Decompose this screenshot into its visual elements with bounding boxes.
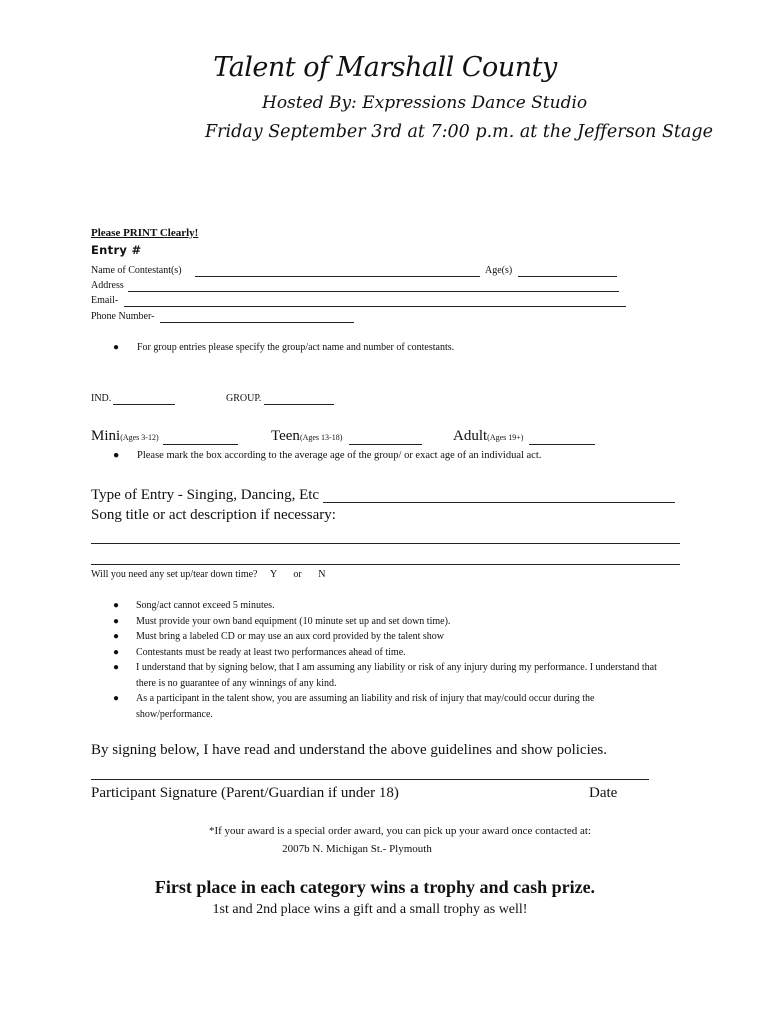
- ind-field[interactable]: [113, 404, 175, 405]
- hosted-by: Hosted By: Expressions Dance Studio: [262, 93, 588, 113]
- prize-headline: First place in each category wins a trophy and cash prize.: [154, 877, 596, 897]
- song-title-label: Song title or act description if necessary:: [91, 507, 336, 523]
- date-label: Date: [589, 785, 618, 801]
- prize-subtext: 1st and 2nd place wins a gift and a small trophy as well!: [212, 902, 528, 917]
- group-field[interactable]: [264, 404, 334, 405]
- award-address: 2007b N. Michigan St.- Plymouth: [282, 843, 432, 855]
- contestant-name-field[interactable]: [195, 276, 480, 277]
- bullet: ●: [113, 450, 120, 461]
- age-note-text: Please mark the box according to the average age of the group/ or exact age of an individual act.: [137, 450, 542, 461]
- phone-field[interactable]: [160, 322, 354, 323]
- mini-field[interactable]: [163, 444, 238, 445]
- rule-item: ● Must bring a labeled CD or may use an aux cord provided by the talent show: [113, 631, 444, 642]
- teen-label: Teen: [271, 428, 300, 444]
- song-description-field-2[interactable]: [91, 564, 680, 565]
- mini-ages: (Ages 3-12): [120, 433, 159, 442]
- mini-label: Mini: [91, 428, 121, 444]
- teen-ages: (Ages 13-18): [299, 433, 343, 442]
- print-note: Please PRINT Clearly!: [91, 227, 199, 239]
- phone-label: Phone Number-: [91, 311, 155, 322]
- setup-no-option[interactable]: N: [318, 569, 326, 580]
- teen-field[interactable]: [349, 444, 422, 445]
- adult-ages: (Ages 19+): [487, 433, 524, 442]
- page-title: Talent of Marshall County: [213, 52, 557, 83]
- signature-statement: By signing below, I have read and understand the above guidelines and show policies.: [91, 742, 607, 758]
- email-field[interactable]: [124, 306, 626, 307]
- age-field[interactable]: [518, 276, 617, 277]
- group-note-text: For group entries please specify the group/act name and number of contestants.: [137, 342, 455, 353]
- address-field[interactable]: [128, 291, 619, 292]
- teen-category: [271, 428, 342, 445]
- rule-item: ● Must provide your own band equipment (10 minute set up and set down time).: [113, 615, 451, 627]
- type-of-entry-field[interactable]: [323, 502, 675, 503]
- adult-field[interactable]: [529, 444, 595, 445]
- setup-or: or: [293, 569, 302, 580]
- setup-question: [91, 569, 325, 580]
- setup-yes-option[interactable]: Y: [270, 569, 277, 580]
- type-of-entry-label: Type of Entry - Singing, Dancing, Etc: [91, 487, 320, 503]
- adult-label: Adult: [453, 428, 488, 444]
- setup-question-text: Will you need any set up/tear down time?: [91, 569, 258, 580]
- adult-category: [453, 428, 523, 445]
- ind-label: IND.: [91, 393, 112, 404]
- award-note: *If your award is a special order award, you can pick up your award once contacted at:: [208, 825, 592, 837]
- age-label: Age(s): [485, 265, 513, 276]
- address-label: Address: [91, 280, 124, 291]
- rule-item: ● Contestants must be ready at least two performances ahead of time.: [113, 646, 406, 658]
- participant-signature-label: Participant Signature (Parent/Guardian if under 18): [91, 785, 399, 801]
- mini-category: [91, 428, 159, 445]
- bullet: ●: [113, 342, 120, 353]
- contestant-name-label: Name of Contestant(s): [91, 265, 182, 276]
- group-label: GROUP.: [226, 393, 262, 404]
- signature-field[interactable]: [91, 779, 649, 780]
- rule-item: ● I understand that by signing below, that I am assuming any liability or risk of any injury during my performance. I understand that there is no guarantee of any winnings of any kind.: [113, 662, 657, 689]
- event-details: Friday September 3rd at 7:00 p.m. at the Jefferson Stage: [205, 122, 713, 142]
- song-description-field-1[interactable]: [91, 543, 680, 544]
- entry-number-label: Entry #: [91, 243, 142, 257]
- email-label: Email-: [91, 295, 119, 306]
- rule-item: ● Song/act cannot exceed 5 minutes.: [113, 600, 275, 611]
- rules-list: [110, 598, 670, 722]
- rule-item: ● As a participant in the talent show, you are assuming an liability and risk of injury that may/could occur during the show/performance.: [113, 693, 595, 720]
